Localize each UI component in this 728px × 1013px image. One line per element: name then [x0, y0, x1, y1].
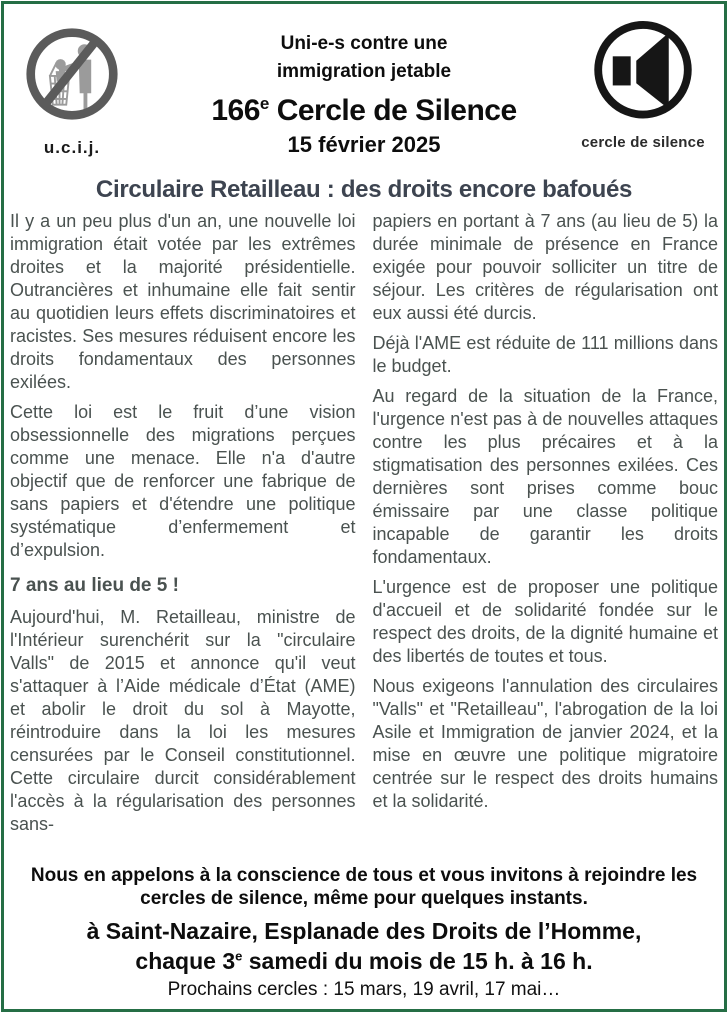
cercle-de-silence-logo [574, 16, 712, 151]
paragraph: Aujourd'hui, M. Retailleau, ministre de l'Intérieur surenchérit sur la "circulaire Valls" de 2015 et annonce qu'il veut s'attaquer à l’Aide médicale d’État (AME) et abolir le droit du sol à Mayotte, réintroduire dans la loi les mesures censurées par le Conseil constitutionnel. Cette circulaire durcit considérablement l'accès à la régularisation des personnes sans- [10, 607, 356, 834]
event-name: Cercle de Silence [268, 94, 517, 128]
venue-line-1: à Saint-Nazaire, Esplanade des Droits de l’Homme, [86, 918, 642, 945]
subhead-7-ans: 7 ans au lieu de 5 ! [10, 575, 179, 596]
event-number-ordinal: e [259, 94, 269, 114]
venue-lines [8, 917, 720, 977]
event-date: 15 février 2025 [287, 132, 441, 158]
article-headline: Circulaire Retailleau : des droits encore bafoués [95, 176, 633, 203]
venue-line-2-ordinal: e [235, 948, 243, 964]
right-column [373, 210, 719, 843]
ucij-label: u.c.i.j. [43, 138, 101, 157]
event-title [164, 94, 564, 127]
article-body [0, 210, 728, 843]
venue-line-2-suffix: samedi du mois de 15 h. à 16 h. [242, 948, 593, 975]
tagline-line-1: Uni-e-s contre une [280, 33, 448, 54]
tagline-line-2: immigration jetable [276, 60, 452, 82]
paragraph: Nous exigeons l'annulation des circulaires "Valls" et "Retailleau", l'abrogation de la loi Asile et Immigration de janvier 2024, et la mise en œuvre une politique migratoire centrée sur le respect des droits humains et la solidarité. [372, 676, 718, 811]
venue-line-2 [8, 947, 720, 977]
tagline [164, 30, 564, 85]
next-circles-dates: Prochains cercles : 15 mars, 19 avril, 17 mai… [167, 979, 561, 1000]
header [0, 0, 728, 172]
paragraph: papiers en portant à 7 ans (au lieu de 5) la durée minimale de présence en France exigée pour pouvoir solliciter un titre de séjour. Les critères de régularisation ont eux aussi été durcis. [372, 211, 718, 323]
no-disposable-people-icon [16, 26, 128, 122]
appeal-text: Nous en appelons à la conscience de tous et vous invitons à rejoindre les cercles de silence, même pour quelques instants. [30, 864, 698, 910]
paragraph: Il y a un peu plus d'un an, une nouvelle loi immigration était votée par les extrêmes droites et la majorité présidentielle. Outrancières et inhumaine elle fait sentir au quotidien leurs effets discriminatoires et racistes. Ses mesures réduisent encore les droits fondamentaux des personnes exilées. [10, 211, 356, 392]
paragraph: L'urgence est de proposer une politique d'accueil et de solidarité fondée sur le respect des droits, de la dignité humaine et des libertés de toutes et tous. [372, 577, 718, 666]
cercle-de-silence-label: cercle de silence [581, 134, 705, 151]
header-titles [164, 30, 564, 158]
paragraph: Au regard de la situation de la France, l'urgence n'est pas à de nouvelles attaques contre les plus précaires et à la stigmatisation des personnes exilées. Ces dernières sont prises comme bouc émissaire par une classe politique incapable de garantir les droits fondamentaux. [372, 386, 718, 567]
venue-line-2-prefix: chaque 3 [135, 948, 236, 975]
footer [8, 864, 720, 1001]
speaker-icon [574, 16, 712, 128]
event-number: 166 [211, 94, 260, 128]
ucij-logo [16, 26, 128, 158]
paragraph: Cette loi est le fruit d’une vision obsessionnelle des migrations perçues comme une menace. Elle n'a d'autre objectif que de renforcer une fabrique de sans papiers et d'étendre une politique systématique d’enfermement et d’expulsion. [10, 402, 356, 560]
paragraph: Déjà l'AME est réduite de 111 millions dans le budget. [372, 333, 718, 376]
left-column [10, 210, 356, 843]
